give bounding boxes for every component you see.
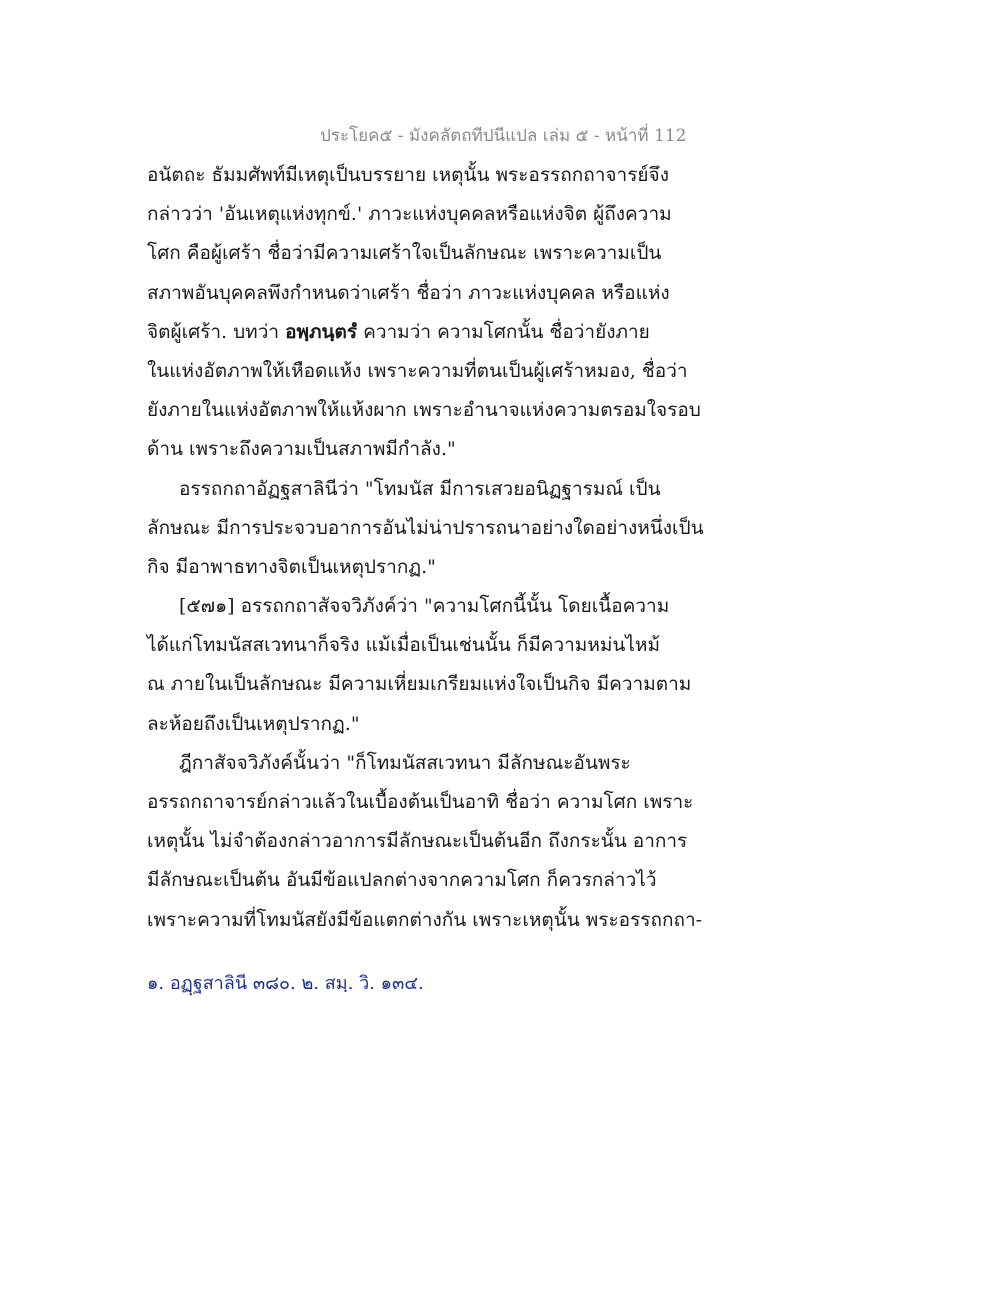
text-line: ด้าน เพราะถึงความเป็นสภาพมีกำลัง." xyxy=(147,438,456,461)
text-segment: ความว่า ความโศกนั้น ชื่อว่ายังภาย xyxy=(357,320,650,343)
paragraph-first-line: ฎีกาสัจจวิภังค์นั้นว่า "ก็โทมนัสสเวทนา มีลักษณะอันพระ xyxy=(179,751,631,774)
body-text xyxy=(147,156,707,940)
text-line: สภาพอันบุคคลพึงกำหนดว่าเศร้า ชื่อว่า ภาวะแห่งบุคคล หรือแห่ง xyxy=(147,281,670,304)
footnote: ๑. อฏฺฐสาลินี ๓๘๐. ๒. สมฺ. วิ. ๑๓๔. xyxy=(147,973,424,994)
text-line: ในแห่งอัตภาพให้เหือดแห้ง เพราะความที่ตนเป็นผู้เศร้าหมอง, ชื่อว่า xyxy=(147,359,688,382)
text-line: อรรถกถาจารย์กล่าวแล้วในเบื้องต้นเป็นอาทิ ชื่อว่า ความโศก เพราะ xyxy=(147,791,694,813)
pali-term: อพฺภนฺตรํ xyxy=(285,320,358,343)
paragraph-first-line: อรรถกถาอัฏฐสาลินีว่า "โทมนัส มีการเสวยอนิฏฐารมณ์ เป็น xyxy=(179,477,661,500)
text-line: โศก คือผู้เศร้า ชื่อว่ามีความเศร้าใจเป็นลักษณะ เพราะความเป็น xyxy=(147,242,662,265)
text-line: กิจ มีอาพาธทางจิตเป็นเหตุปรากฏ." xyxy=(147,555,436,578)
text-line: ยังภายในแห่งอัตภาพให้แห้งผาก เพราะอำนาจแห่งความตรอมใจรอบ xyxy=(147,399,701,422)
text-segment: จิตผู้เศร้า. บทว่า xyxy=(147,320,286,343)
text-line: มีลักษณะเป็นต้น อันมีข้อแปลกต่างจากความโศก ก็ควรกล่าวไว้ xyxy=(147,869,657,892)
text-line: เหตุนั้น ไม่จำต้องกล่าวอาการมีลักษณะเป็นต้นอีก ถึงกระนั้น อาการ xyxy=(147,830,688,853)
text-line: ณ ภายในเป็นลักษณะ มีความเหี่ยมเกรียมแห่งใจเป็นกิจ มีความตาม xyxy=(147,673,692,696)
paragraph-first-line: [๕๗๑] อรรถกถาสัจจวิภังค์ว่า "ความโศกนี้นั้น โดยเนื้อความ xyxy=(179,595,670,618)
text-line: เพราะความที่โทมนัสยังมีข้อแตกต่างกัน เพราะเหตุนั้น พระอรรถกถา- xyxy=(147,908,703,931)
text-line: อนัตถะ ธัมมศัพท์มีเหตุเป็นบรรยาย เหตุนั้น พระอรรถกถาจารย์จึง xyxy=(147,164,669,186)
text-line: กล่าวว่า 'อันเหตุแห่งทุกข์.' ภาวะแห่งบุคคลหรือแห่งจิต ผู้ถึงความ xyxy=(147,203,672,226)
text-line: ได้แก่โทมนัสสเวทนาก็จริง แม้เมื่อเป็นเช่นนั้น ก็มีความหม่นไหม้ xyxy=(147,634,660,657)
running-header: ประโยค๕ - มังคลัตถทีปนีแปล เล่ม ๕ - หน้าที่ 112 xyxy=(320,126,687,146)
text-line: ละห้อยถึงเป็นเหตุปรากฏ." xyxy=(147,712,360,735)
text-line xyxy=(147,313,707,352)
text-line: ลักษณะ มีการประจวบอาการอันไม่น่าปรารถนาอย่างใดอย่างหนึ่งเป็น xyxy=(147,516,704,539)
